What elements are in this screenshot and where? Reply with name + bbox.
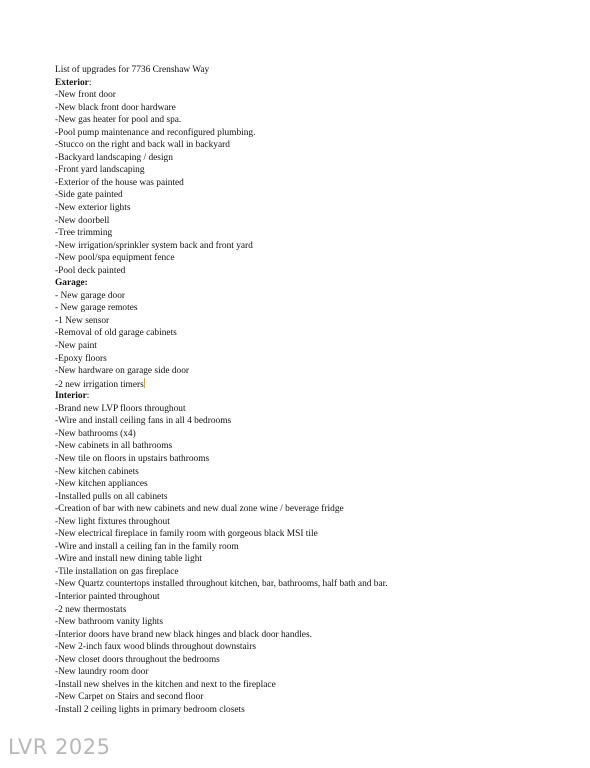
list-item-text: -New cabinets in all bathrooms bbox=[55, 441, 173, 452]
list-item-text: -Wire and install a ceiling fan in the family room bbox=[55, 541, 239, 552]
list-item bbox=[55, 578, 575, 591]
list-item bbox=[55, 89, 575, 102]
section-heading bbox=[55, 277, 575, 290]
list-item bbox=[55, 591, 575, 604]
list-item bbox=[55, 415, 575, 428]
list-item bbox=[55, 466, 575, 479]
list-item bbox=[55, 641, 575, 654]
list-item-text: -Install 2 ceiling lights in primary bedroom closets bbox=[55, 704, 245, 715]
list-item-text: -New closet doors throughout the bedrooms bbox=[55, 654, 220, 665]
list-item-text: -New 2-inch faux wood blinds throughout downstairs bbox=[55, 642, 257, 653]
list-item bbox=[55, 679, 575, 692]
list-item-text: -2 new irrigation timers bbox=[55, 379, 144, 390]
list-item-text: -New black front door hardware bbox=[55, 102, 176, 113]
list-item bbox=[55, 378, 575, 391]
list-item-text: -Tile installation on gas fireplace bbox=[55, 566, 179, 577]
list-item bbox=[55, 478, 575, 491]
list-item-text: -Tree trimming bbox=[55, 228, 113, 239]
list-item bbox=[55, 327, 575, 340]
section-heading bbox=[55, 390, 575, 403]
list-item bbox=[55, 440, 575, 453]
text-cursor bbox=[144, 378, 145, 388]
list-item-text: -Pool pump maintenance and reconfigured plumbing. bbox=[55, 127, 256, 138]
list-item bbox=[55, 566, 575, 579]
list-item-text: -New light fixtures throughout bbox=[55, 516, 170, 527]
section-heading-label: Interior bbox=[55, 391, 87, 402]
list-item bbox=[55, 553, 575, 566]
list-item-text: - New garage door bbox=[55, 290, 126, 301]
list-item bbox=[55, 202, 575, 215]
list-item bbox=[55, 315, 575, 328]
list-item bbox=[55, 654, 575, 667]
list-item-text: -New kitchen cabinets bbox=[55, 466, 139, 477]
list-item bbox=[55, 240, 575, 253]
list-item-text: -New bathroom vanity lights bbox=[55, 617, 164, 628]
list-item-text: -2 new thermostats bbox=[55, 604, 127, 615]
list-item-text: -Installed pulls on all cabinets bbox=[55, 491, 168, 502]
upgrade-list-document bbox=[55, 64, 575, 716]
list-item-text: -New bathrooms (x4) bbox=[55, 428, 136, 439]
list-item bbox=[55, 139, 575, 152]
list-item bbox=[55, 114, 575, 127]
list-item-text: -New doorbell bbox=[55, 215, 110, 226]
list-item bbox=[55, 629, 575, 642]
list-item-text: -Pool deck painted bbox=[55, 265, 126, 276]
list-item bbox=[55, 616, 575, 629]
list-item bbox=[55, 503, 575, 516]
list-item bbox=[55, 604, 575, 617]
list-item-text: -New exterior lights bbox=[55, 203, 131, 214]
list-item-text: -Stucco on the right and back wall in backyard bbox=[55, 140, 230, 151]
list-item bbox=[55, 102, 575, 115]
list-item-text: -New Quartz countertops installed throughout kitchen, bar, bathrooms, half bath and bar. bbox=[55, 579, 388, 590]
list-item bbox=[55, 189, 575, 202]
section-heading-suffix: : bbox=[86, 391, 90, 402]
list-item-text: -Epoxy floors bbox=[55, 353, 107, 364]
section-heading-label: Exterior bbox=[55, 77, 89, 88]
list-item-text: -New kitchen appliances bbox=[55, 479, 148, 490]
list-item-text: -New electrical fireplace in family room with gorgeous black MSI tile bbox=[55, 529, 318, 540]
list-item-text: -New Carpet on Stairs and second floor bbox=[55, 692, 204, 703]
list-item-text: -New tile on floors in upstairs bathrooms bbox=[55, 453, 210, 464]
list-item bbox=[55, 704, 575, 717]
list-item-text: -Brand new LVP floors throughout bbox=[55, 403, 186, 414]
list-item bbox=[55, 177, 575, 190]
list-item bbox=[55, 528, 575, 541]
list-item-text: -New paint bbox=[55, 341, 97, 352]
list-item-text: -Interior doors have brand new black hinges and black door handles. bbox=[55, 629, 312, 640]
list-item-text: -1 New sensor bbox=[55, 315, 110, 326]
list-item-text: -Install new shelves in the kitchen and next to the fireplace bbox=[55, 679, 276, 690]
list-item-text: - New garage remotes bbox=[55, 303, 138, 314]
list-item bbox=[55, 290, 575, 303]
sections-container bbox=[55, 77, 575, 717]
list-item-text: -Front yard landscaping bbox=[55, 165, 145, 176]
list-item bbox=[55, 491, 575, 504]
list-item bbox=[55, 666, 575, 679]
list-item-text: -New irrigation/sprinkler system back and front yard bbox=[55, 240, 253, 251]
list-item bbox=[55, 365, 575, 378]
list-item bbox=[55, 516, 575, 529]
mls-watermark: LVR 2025 bbox=[8, 735, 111, 759]
list-item-text: -Interior painted throughout bbox=[55, 591, 160, 602]
list-item bbox=[55, 152, 575, 165]
list-item bbox=[55, 252, 575, 265]
list-item bbox=[55, 541, 575, 554]
list-item-text: -New front door bbox=[55, 90, 116, 101]
list-item-text: -Removal of old garage cabinets bbox=[55, 328, 177, 339]
list-item bbox=[55, 265, 575, 278]
section-heading-label: Garage: bbox=[55, 278, 88, 289]
list-item bbox=[55, 353, 575, 366]
list-item-text: -New gas heater for pool and spa. bbox=[55, 115, 182, 126]
list-item-text: -Wire and install new dining table light bbox=[55, 554, 202, 565]
document-title: List of upgrades for 7736 Crenshaw Way bbox=[55, 65, 210, 75]
list-item bbox=[55, 164, 575, 177]
list-item bbox=[55, 127, 575, 140]
list-item-text: -New pool/spa equipment fence bbox=[55, 253, 175, 264]
list-item bbox=[55, 340, 575, 353]
list-item bbox=[55, 302, 575, 315]
list-item bbox=[55, 428, 575, 441]
list-item bbox=[55, 227, 575, 240]
list-item bbox=[55, 215, 575, 228]
section-heading-suffix: : bbox=[88, 77, 92, 88]
list-item-text: -Creation of bar with new cabinets and new dual zone wine / beverage fridge bbox=[55, 504, 344, 515]
list-item bbox=[55, 453, 575, 466]
list-item bbox=[55, 403, 575, 416]
list-item-text: -Side gate painted bbox=[55, 190, 123, 201]
list-item-text: -Wire and install ceiling fans in all 4 bedrooms bbox=[55, 416, 232, 427]
section-heading bbox=[55, 77, 575, 90]
list-item-text: -Exterior of the house was painted bbox=[55, 177, 184, 188]
list-item bbox=[55, 691, 575, 704]
list-item-text: -New laundry room door bbox=[55, 667, 149, 678]
list-item-text: -Backyard landscaping / design bbox=[55, 152, 173, 163]
list-item-text: -New hardware on garage side door bbox=[55, 366, 190, 377]
